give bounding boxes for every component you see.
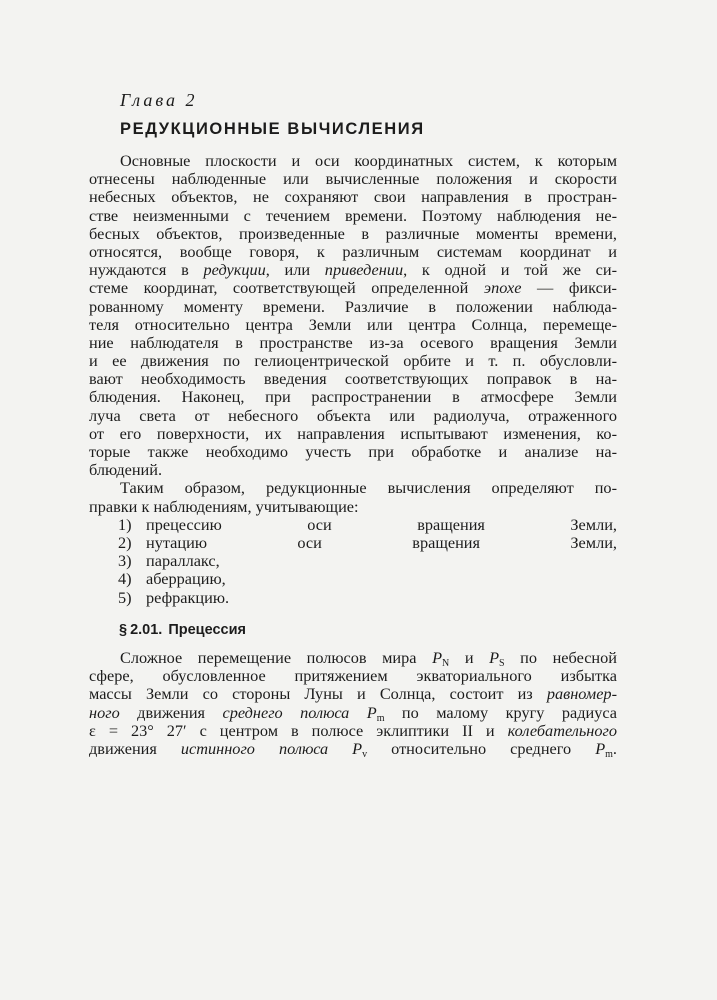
text-line: ного движения среднего полюса $P_m$ по малому кругу радиуса [89, 702, 617, 724]
text-line: Основные плоскости и оси координатных систем, к которым [120, 151, 617, 170]
list-item-number: 4) [118, 569, 132, 589]
text-line: теля относительно центра Земли или центра Солнца, перемеще- [89, 314, 617, 334]
text-line: бесных объектов, произведенные в различные моменты времени, [89, 223, 617, 243]
list-item [89, 589, 617, 607]
text-line: движения истинного полюса $P_v$ относительно среднего $P_m$. [89, 738, 617, 760]
text-line: Таким образом, редукционные вычисления определяют по- [120, 478, 617, 498]
text-line: луча света от небесного объекта или радиолуча, отраженного [89, 405, 617, 425]
list-item-text: аберрацию, [146, 569, 226, 589]
list-item [89, 516, 617, 534]
text-line: Сложное перемещение полюсов мира $P_N$ и $P_S$ по небесной [120, 648, 617, 669]
section-number: 2.01. [130, 622, 163, 638]
list-item-text: параллакс, [146, 551, 220, 571]
text-line: стве неизменными с течением времени. Поэтому наблюдения не- [89, 205, 617, 225]
text-line: и ее движения по гелиоцентрической орбите и т. п. обусловли- [89, 351, 617, 371]
text-line: от его поверхности, их направления испытывают изменения, ко- [89, 423, 617, 443]
list-item-number: 3) [118, 551, 132, 571]
term-epoch: эпохе [483, 278, 522, 298]
text-line: ε = 23° 27′ с центром в полюсе эклиптики II и колебательного [89, 720, 617, 740]
text-line: небесных объектов, не сохраняют свои направления в простран- [89, 187, 617, 207]
text-line: рованному моменту времени. Различие в положении наблюда- [89, 296, 617, 316]
section-sign: § [119, 622, 128, 638]
text-line: ние наблюдателя в пространстве из-за осевого вращения Земли [89, 332, 617, 352]
text-line: блюдений. [89, 460, 163, 480]
chapter-label: Глава 2 [120, 90, 198, 110]
term-reduction-alt: приведении [324, 260, 404, 280]
list-item-text: прецессию оси вращения Земли, [146, 514, 617, 534]
text-line: относятся, вообще говоря, к различным системам координат и [89, 241, 617, 261]
list-item [89, 534, 617, 552]
section-heading [119, 622, 246, 638]
text-line: стеме координат, соответствующей определенной эпохе — фикси- [89, 278, 617, 298]
list-item-number: 5) [118, 587, 132, 607]
list-item-text: рефракцию. [146, 587, 230, 607]
section-title: Прецессия [168, 622, 246, 638]
paragraph-precession [89, 649, 617, 758]
list-item-number: 2) [118, 532, 132, 552]
list-item-text: нутацию оси вращения Земли, [146, 532, 617, 552]
list-item [89, 552, 617, 570]
text-line: вают необходимость введения соответствующих поправок в на- [89, 369, 617, 389]
text-line: торые также необходимо учесть при обработке и анализе на- [89, 442, 617, 461]
paragraph-intro [89, 152, 617, 607]
text-line: отнесены наблюденные или вычисленные положения и скорости [89, 169, 617, 189]
chapter-title: РЕДУКЦИОННЫЕ ВЫЧИСЛЕНИЯ [120, 120, 425, 138]
text-line: массы Земли со стороны Луны и Солнца, состоит из равномер- [89, 684, 617, 704]
list-item-number: 1) [118, 514, 132, 534]
term-reduction: редукции [203, 260, 266, 280]
text-line: правки к наблюдениям, учитывающие: [89, 496, 359, 516]
text-line: блюдения. Наконец, при распространении в атмосфере Земли [89, 387, 617, 407]
text-line: нуждаются в редукции, или приведении, к одной и той же си- [89, 260, 617, 280]
list-item [89, 570, 617, 588]
text-line: сфере, обусловленное притяжением экваториального избытка [89, 666, 617, 686]
